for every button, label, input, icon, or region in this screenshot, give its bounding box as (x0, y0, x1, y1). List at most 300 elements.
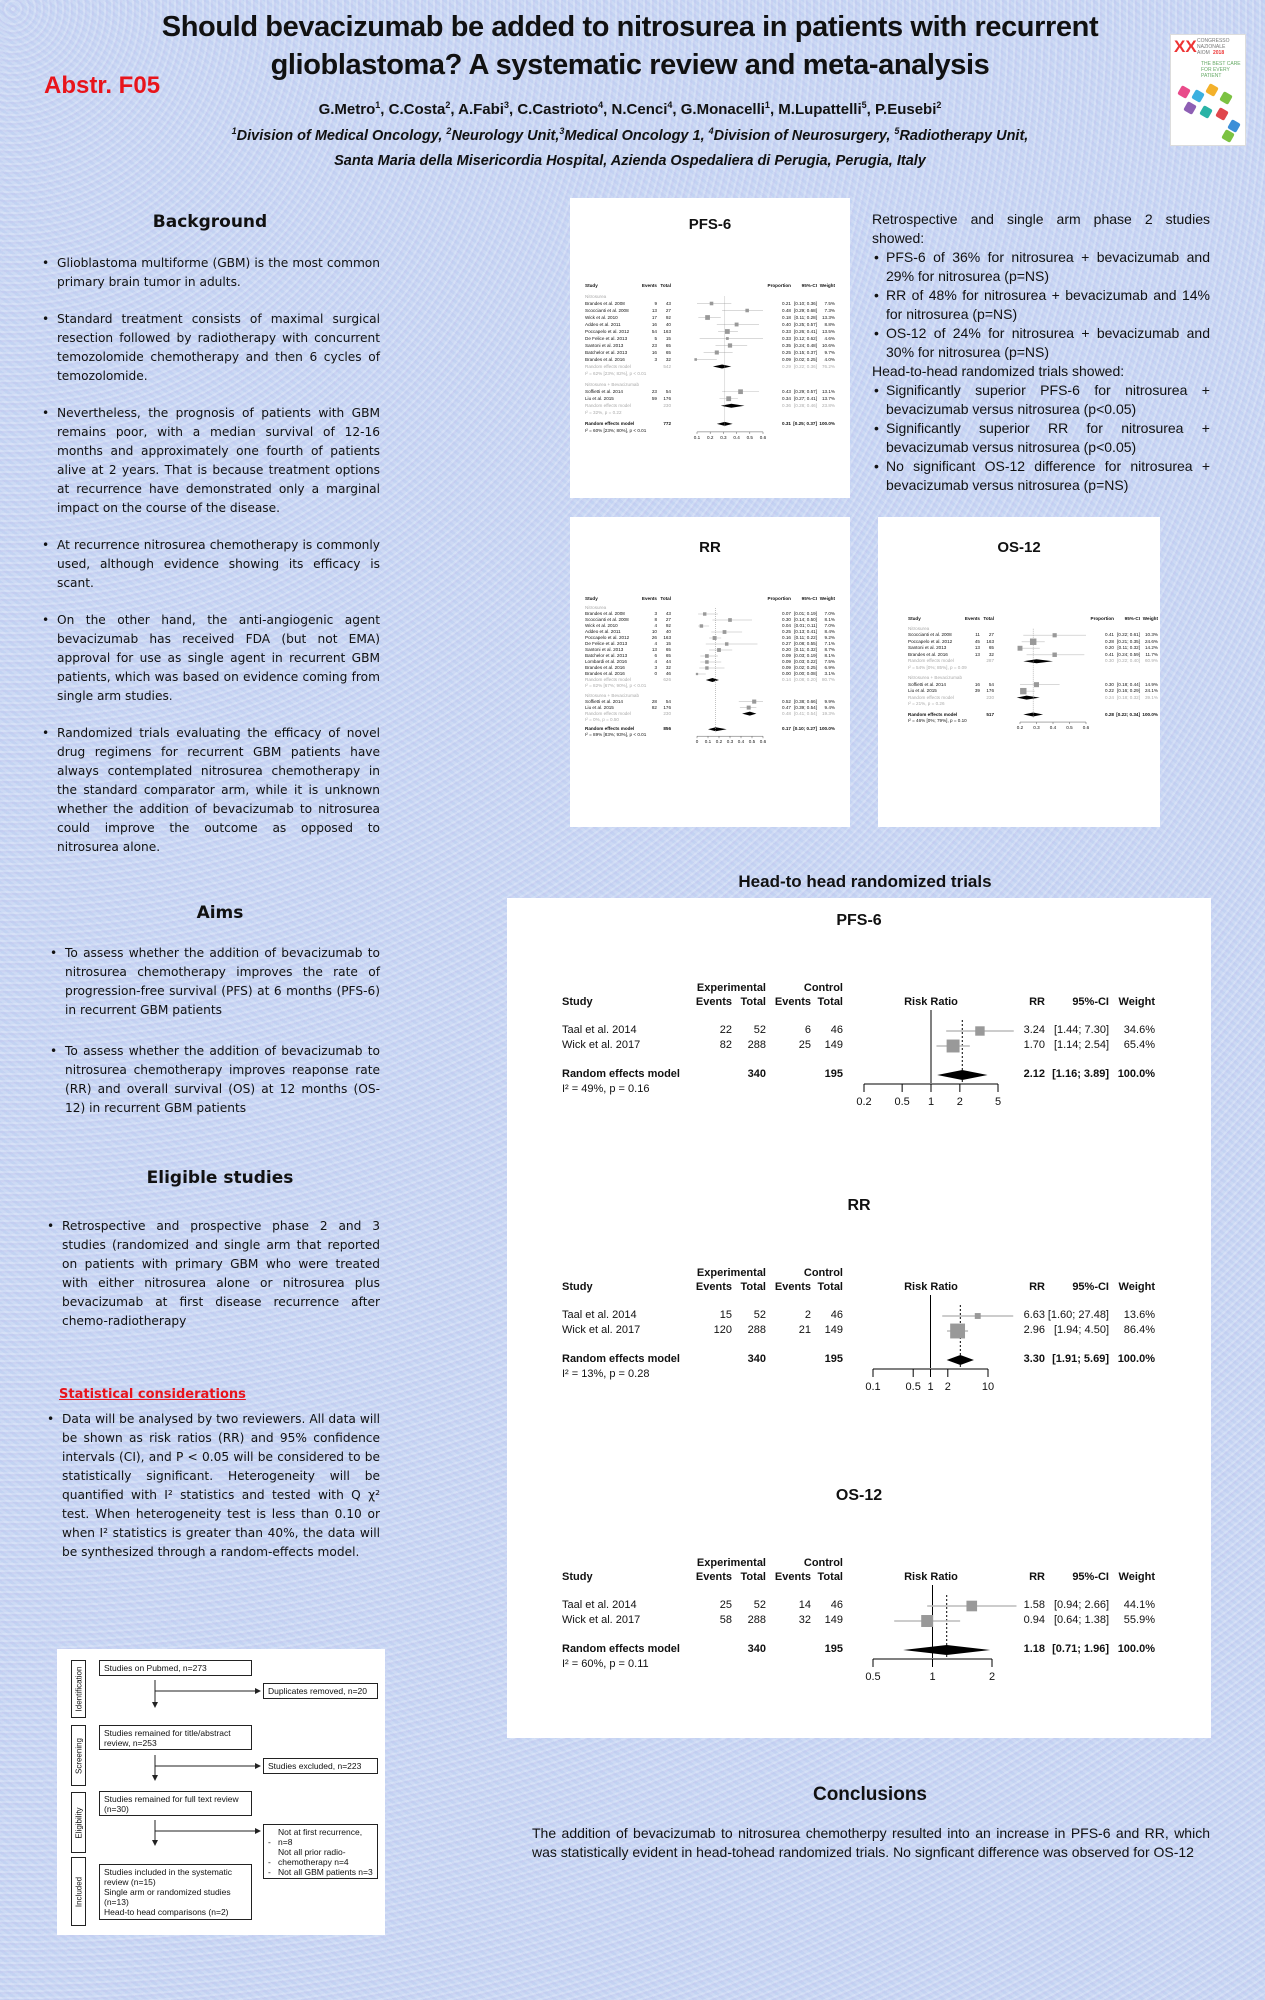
study-total: 27 (665, 307, 671, 313)
flow-arrows (57, 1649, 385, 1935)
panel-title: OS-12 (997, 539, 1041, 556)
poster-title (90, 8, 1170, 84)
study-total: 176 (663, 704, 671, 710)
subgroup-heterogeneity: I² = 32%, p = 0.22 (585, 409, 622, 415)
study-total: 65 (988, 645, 994, 651)
overall-ci: [1.91; 5.69] (1052, 1353, 1109, 1365)
h2h-intro: Head-to-head randomized trials showed: (872, 363, 1125, 379)
study-name: Santoni et al. 2013 (908, 645, 947, 651)
header-risk-ratio: Risk Ratio (904, 1571, 958, 1583)
study-name: Scoccianti et al. 2008 (908, 632, 952, 638)
study-weight: 86.4% (1123, 1324, 1155, 1336)
header-ci: 95%-CI (1072, 996, 1109, 1008)
stage-identification: Identification (71, 1660, 86, 1718)
subgroup-model-weight: 19.3% (821, 710, 835, 716)
exclusion-reason: Not at first recurrence, n=8 - (268, 1827, 363, 1847)
study-proportion: 0.27 (782, 641, 791, 646)
study-total: 40 (665, 629, 671, 634)
x-tick-label: 0.4 (737, 739, 745, 745)
study-name: Poccapelo et al. 2012 (908, 638, 953, 644)
study-events: 28 (651, 698, 657, 704)
statistics-heading: Statistical considerations (59, 1387, 246, 1402)
author-affiliation-number: 1 (764, 100, 770, 110)
study-proportion: 0.30 (782, 617, 791, 622)
separator: , (672, 101, 681, 118)
study-name: Soffietti et al. 2014 (585, 388, 623, 394)
box-fulltext: Studies remained for full text review (n=30) (99, 1791, 252, 1816)
stage-eligibility: Eligibility (71, 1792, 86, 1853)
header-exp-events: Events (695, 1281, 732, 1293)
header-ci: 95%-CI (1072, 1281, 1109, 1293)
header-ctl-events: Events (774, 996, 811, 1008)
subgroup-model-ci: [0.22; 0.40] (1117, 658, 1140, 664)
overall-weight: 100.0% (1117, 1643, 1155, 1655)
study-proportion: 0.20 (1105, 645, 1114, 651)
study-ci: [0.01; 0.19] (794, 611, 817, 616)
overall-heterogeneity: I² = 46% [0%; 79%], p = 0.10 (908, 718, 967, 724)
header-ci: 95%-CI (801, 596, 817, 601)
study-name: Wick et al. 2017 (562, 1039, 641, 1051)
forest-plot-pfs6-single-arm (585, 283, 835, 456)
study-weight: 55.9% (1123, 1614, 1155, 1626)
exp-total: 52 (753, 1024, 766, 1036)
logo-xx: XX (1174, 37, 1197, 56)
header-ci: 95%-CI (1072, 1571, 1109, 1583)
study-ci: [0.21; 0.35] (1117, 638, 1140, 644)
affiliation-number: 5 (894, 126, 900, 136)
affiliations (90, 126, 1170, 144)
study-events: 23 (651, 388, 657, 394)
ctl-total: 149 (824, 1324, 843, 1336)
header-risk-ratio: Risk Ratio (904, 1281, 958, 1293)
study-weight: 8.4% (824, 629, 835, 634)
header-study: Study (585, 596, 598, 601)
study-events: 13 (974, 651, 980, 657)
x-tick-label: 0.2 (715, 739, 723, 745)
study-total: 65 (665, 342, 671, 348)
forest-title: RR (847, 1197, 871, 1214)
header-proportion: Proportion (767, 596, 791, 601)
exp-total: 288 (747, 1324, 766, 1336)
study-weight: 7.3% (824, 307, 835, 313)
study-ci: [1.14; 2.54] (1053, 1039, 1109, 1051)
subgroup-model-proportion: 0.36 (782, 402, 791, 408)
header-ctl-events: Events (774, 1571, 811, 1583)
study-total: 163 (986, 638, 994, 644)
study-weight: 24.6% (1144, 638, 1158, 644)
study-name: Taal et al. 2014 (562, 1024, 637, 1036)
overall-weight: 100.0% (1117, 1068, 1155, 1080)
study-events: 23 (651, 342, 657, 348)
institution: Santa Maria della Misericordia Hospital, Azienda Ospedaliera di Perugia, Perugia, Italy (334, 153, 926, 169)
x-tick-label: 0.6 (759, 739, 767, 745)
subgroup-model-total: 287 (986, 658, 994, 664)
header-experimental: Experimental (696, 982, 766, 994)
exp-total: 52 (753, 1599, 766, 1611)
ctl-total: 46 (830, 1309, 843, 1321)
affiliation-number: 1 (231, 126, 237, 136)
study-weight: 4.0% (824, 356, 835, 362)
subgroup-heterogeneity: I² = 54% [0%; 85%], p = 0.09 (908, 664, 967, 670)
affiliation-number: 4 (708, 126, 714, 136)
study-weight: 6.9% (824, 665, 835, 670)
author-name: P.Eusebi$^2$ (874, 100, 942, 118)
x-tick-label: 0.5 (748, 739, 756, 745)
study-proportion: 0.09 (782, 659, 791, 664)
subgroup-model-label: Random effects model (585, 677, 631, 682)
study-proportion: 0.09 (782, 665, 791, 670)
study-proportion: 0.43 (782, 388, 791, 394)
study-ci: [0.08; 0.55] (794, 641, 817, 646)
header-experimental: Experimental (696, 1557, 766, 1569)
background-bullet: • Randomized trials evaluating the efficacy of novel drug regimens for recurrent GBM patients have always contemplated nitrosurea chemotherapy in the standard comparator arm, while it is unknown whether the addition of bevacizumab to nitrosurea could improve the outcome as opposed to nitrosurea alone. (40, 724, 380, 857)
study-total: 32 (665, 356, 671, 362)
h2h-forest-os-12 (507, 1473, 1211, 1758)
subgroup-model-total: 230 (663, 402, 671, 408)
study-ci: [0.11; 0.22] (794, 635, 817, 640)
study-rr: 1.70 (1023, 1039, 1045, 1051)
study-name: Santoni et al. 2013 (585, 342, 624, 348)
subgroup-model-label: Random effects model (585, 710, 631, 716)
x-tick-label: 0.1 (865, 1381, 881, 1393)
overall-model-label: Random effects model (562, 1353, 680, 1365)
x-tick-label: 0.4 (733, 434, 740, 440)
study-proportion: 0.09 (782, 356, 791, 362)
study-total: 65 (665, 647, 671, 652)
study-proportion: 0.00 (782, 671, 791, 676)
results-intro: Retrospective and single arm phase 2 studies showed: (872, 211, 1210, 246)
exclusion-reason: Not all prior radio-chemotherapy n=4 - (268, 1847, 349, 1867)
header-proportion: Proportion (767, 283, 791, 288)
header-study: Study (562, 1281, 593, 1293)
header-total: Total (983, 616, 994, 621)
subgroup-model-ci: [0.08; 0.20] (794, 677, 817, 682)
author-name: G.Monacelli$^1$ (680, 100, 770, 118)
group-label: Nitrosurea (908, 625, 930, 631)
study-proportion: 0.16 (782, 635, 791, 640)
header-ctl-events: Events (774, 1281, 811, 1293)
separator: , (769, 101, 779, 118)
study-events: 0 (654, 671, 657, 676)
study-events: 82 (651, 704, 657, 710)
study-weight: 13.6% (1123, 1309, 1155, 1321)
study-square (705, 654, 709, 658)
study-ci: [0.11; 0.32] (1117, 645, 1140, 651)
study-proportion: 0.07 (782, 611, 791, 616)
overall-rr: 2.12 (1023, 1068, 1045, 1080)
affiliation-name: Radiotherapy Unit, (899, 127, 1029, 144)
overall-proportion: 0.28 (1105, 711, 1114, 717)
header-weight: Weight (1118, 1281, 1155, 1293)
study-name: Wick et al. 2010 (585, 623, 618, 628)
panel-os12-single-arm (878, 517, 1160, 827)
study-weight: 7.5% (824, 659, 835, 664)
overall-ci: [0.71; 1.96] (1052, 1643, 1109, 1655)
overall-weight: 100.0% (819, 726, 835, 732)
exp-total: 52 (753, 1309, 766, 1321)
study-weight: 14.2% (1144, 645, 1158, 651)
affiliation-number: 2 (446, 126, 452, 136)
exp-total: 288 (747, 1614, 766, 1626)
author-name: N.Cenci$^4$ (611, 100, 673, 118)
ctl-total: 149 (824, 1614, 843, 1626)
study-proportion: 0.35 (782, 342, 791, 348)
study-proportion: 0.28 (1105, 638, 1114, 644)
subgroup-model-proportion: 0.14 (782, 677, 791, 682)
overall-ci: [0.10; 0.27] (793, 726, 817, 732)
study-events: 5 (654, 335, 657, 341)
study-name: Liu et al. 2015 (585, 704, 614, 710)
single-arm-result: • OS-12 of 24% for nitrosurea + bevacizumab and 30% for nitrosurea (p=NS) (872, 324, 1210, 362)
study-proportion: 0.41 (1105, 632, 1114, 638)
subgroup-heterogeneity: I² = 21%, p = 0.26 (908, 701, 945, 707)
subgroup-model-proportion: 0.48 (782, 710, 791, 716)
study-weight: 7.0% (824, 611, 835, 616)
study-name: Taal et al. 2014 (562, 1309, 637, 1321)
study-total: 15 (665, 641, 671, 646)
study-weight: 13.5% (821, 328, 835, 334)
subgroup-model-weight: 23.8% (821, 402, 835, 408)
x-tick-label: 1 (927, 1381, 934, 1393)
h2h-forest-rr (507, 1183, 1211, 1468)
exp-events: 120 (713, 1324, 732, 1336)
background-bullet: • At recurrence nitrosurea chemotherapy is commonly used, although evidence showing its efficacy is scant. (40, 536, 380, 593)
header-events: Events (964, 616, 980, 621)
study-events: 3 (654, 665, 657, 670)
congress-logo (1170, 34, 1246, 146)
header-rr: RR (1029, 1571, 1045, 1583)
study-ci: [0.03; 0.19] (794, 653, 817, 658)
affiliation-name: Medical Oncology 1, (564, 127, 709, 144)
study-name: Lombardi et al. 2016 (585, 659, 627, 664)
study-weight: 44.1% (1123, 1599, 1155, 1611)
affiliation-name: Division of Neurosurgery, (713, 127, 895, 144)
study-ci: [0.26; 0.41] (794, 328, 817, 334)
subgroup-model-label: Random effects model (908, 658, 954, 664)
study-total: 43 (665, 300, 671, 306)
heterogeneity: I² = 13%, p = 0.28 (562, 1368, 650, 1380)
study-total: 54 (665, 698, 671, 704)
study-events: 6 (654, 653, 657, 658)
study-events: 3 (654, 356, 657, 362)
ctl-events: 2 (804, 1309, 811, 1321)
header-total: Total (660, 283, 671, 288)
study-name: Brandes et al. 2016 (908, 651, 948, 657)
overall-ctl-total: 195 (824, 1068, 843, 1080)
study-total: 15 (665, 335, 671, 341)
study-proportion: 0.47 (782, 704, 791, 710)
study-weight: 10.3% (1144, 632, 1158, 638)
study-events: 13 (974, 645, 980, 651)
study-events: 16 (651, 321, 657, 327)
eligible-bullet: • Retrospective and prospective phase 2 and 3 studies (randomized and single arm that reported on patients with primary GBM who were treated with either nitrosurea alone or nitrosurea plus bevacizumab at first disease recurrence after chemo-radiotherapy (45, 1217, 380, 1331)
ctl-events: 32 (798, 1614, 811, 1626)
stage-included: Included (71, 1857, 86, 1926)
study-events: 17 (651, 314, 657, 320)
overall-heterogeneity: I² = 60% [23%; 80%], p < 0.01 (585, 427, 647, 433)
exp-events: 82 (719, 1039, 732, 1051)
author-name: M.Lupattelli$^5$ (778, 100, 867, 118)
study-name: Brandes et al. 2016 (585, 671, 625, 676)
aims-heading: Aims (196, 903, 244, 923)
study-ci: [0.11; 0.32] (794, 647, 817, 652)
x-tick-label: 2 (956, 1096, 963, 1108)
study-square (700, 624, 703, 627)
h2h-forest-panel (507, 898, 1211, 1738)
affiliation-number: 3 (559, 126, 565, 136)
header-study: Study (562, 996, 593, 1008)
background-bullet: • On the other hand, the anti-angiogenic agent bevacizumab has received FDA (but not EMA) approval for use as single agent in recurrent GBM patients, which was based on evidence coming from single arm studies. (40, 611, 380, 706)
group-label: Nitrosurea (585, 605, 607, 610)
study-weight: 13.3% (821, 314, 835, 320)
study-square (705, 666, 708, 669)
study-name: Brandes et al. 2016 (585, 356, 625, 362)
study-ci: [0.10; 0.36] (794, 300, 817, 306)
study-ci: [0.38; 0.66] (794, 698, 817, 704)
ctl-events: 21 (798, 1324, 811, 1336)
h2h-results (872, 381, 1210, 495)
statistics-bullets (45, 1410, 380, 1562)
study-ci: [0.15; 0.37] (794, 349, 817, 355)
overall-proportion: 0.31 (782, 420, 791, 426)
separator: , (380, 101, 389, 118)
box-pubmed: Studies on Pubmed, n=273 (99, 1660, 252, 1676)
study-name: Wick et al. 2010 (585, 314, 618, 320)
study-ci: [0.25; 0.57] (794, 321, 817, 327)
study-proportion: 0.21 (782, 300, 791, 306)
study-name: Scoccianti et al. 2008 (585, 617, 629, 622)
subgroup-model-total: 230 (986, 694, 994, 700)
header-ci: 95%-CI (801, 283, 817, 288)
ctl-total: 46 (830, 1024, 843, 1036)
h2h-result: • Significantly superior RR for nitrosurea + bevacizumab versus nitrosurea (p<0.05) (872, 419, 1210, 457)
study-ci: [0.13; 0.41] (794, 629, 817, 634)
header-ctl-total: Total (817, 1281, 843, 1293)
study-events: 54 (651, 328, 657, 334)
x-tick-label: 0.1 (693, 434, 701, 440)
author-name: A.Fabi$^3$ (458, 100, 509, 118)
abstract-id: Abstr. F05 (44, 72, 161, 99)
study-proportion: 0.20 (782, 647, 791, 652)
overall-model-label: Random effects model (562, 1643, 680, 1655)
study-weight: 7.0% (824, 623, 835, 628)
included-line: Single arm or randomized studies (n=13) (104, 1887, 231, 1907)
x-tick-label: 0.2 (856, 1096, 872, 1108)
study-name: De Felice et al. 2013 (585, 335, 628, 341)
overall-ci: [0.25; 0.37] (793, 420, 817, 426)
box-screened: Studies remained for title/abstract review, n=253 (99, 1725, 252, 1750)
study-ci: [0.24; 0.48] (794, 342, 817, 348)
aims-bullets (48, 944, 380, 1118)
study-total: 27 (665, 617, 671, 622)
panel-title: PFS-6 (688, 216, 732, 233)
study-weight: 65.4% (1123, 1039, 1155, 1051)
study-proportion: 0.30 (1105, 681, 1114, 687)
logo-line: CONGRESSO (1197, 38, 1230, 44)
title-line-1: Should bevacizumab be added to nitrosurea in patients with recurrent (161, 11, 1099, 43)
study-name: Brandes et al. 2016 (585, 665, 625, 670)
background-bullet: • Standard treatment consists of maximal surgical resection followed by radiotherapy with concurrent temozolomide chemotherapy and then 6 cycles of temozolomide. (40, 310, 380, 386)
study-total: 54 (988, 681, 994, 687)
study-rr: 3.24 (1023, 1024, 1045, 1036)
background-bullet: • Glioblastoma multiforme (GBM) is the most common primary brain tumor in adults. (40, 254, 380, 292)
study-ci: [0.00; 0.08] (794, 671, 817, 676)
subgroup-model-ci: [0.28; 0.46] (794, 402, 817, 408)
dash: - (268, 1867, 271, 1877)
header-proportion: Proportion (1090, 616, 1114, 621)
x-tick-label: 2 (944, 1381, 951, 1393)
x-tick-label: 0.6 (1082, 725, 1090, 731)
study-total: 46 (665, 671, 671, 676)
study-ci: [0.14; 0.50] (794, 617, 817, 622)
panel-title: RR (699, 539, 721, 556)
overall-exp-total: 340 (747, 1068, 766, 1080)
heterogeneity: I² = 60%, p = 0.11 (562, 1658, 649, 1670)
study-weight: 8.7% (824, 647, 835, 652)
study-name: Wick et al. 2017 (562, 1614, 641, 1626)
study-weight: 9.2% (824, 635, 835, 640)
subgroup-model-proportion: 0.29 (782, 363, 791, 369)
author-affiliation-number: 2 (936, 100, 942, 110)
study-ci: [0.16; 0.29] (1117, 688, 1140, 694)
study-name: Soffietti et al. 2014 (585, 698, 623, 704)
study-proportion: 0.52 (782, 698, 791, 704)
overall-model-label: Random effects model (585, 726, 635, 732)
x-tick-label: 0 (695, 739, 699, 745)
header-weight: Weight (819, 596, 835, 601)
study-events: 3 (654, 611, 657, 616)
study-events: 4 (654, 623, 657, 628)
panel-pfs6-single-arm (570, 198, 850, 498)
study-ci: [0.29; 0.68] (794, 307, 817, 313)
h2h-result: • No significant OS-12 difference for nitrosurea + bevacizumab versus nitrosurea (p=NS) (872, 457, 1210, 495)
study-weight: 3.1% (824, 671, 835, 676)
h2h-forest-pfs-6 (507, 898, 1211, 1183)
overall-exp-total: 340 (747, 1643, 766, 1655)
subgroup-model-total: 230 (663, 710, 671, 716)
study-ci: [0.01; 0.11] (794, 623, 817, 628)
subgroup-model-ci: [0.41; 0.54] (794, 710, 817, 716)
subgroup-heterogeneity: I² = 82% [67%; 90%], p < 0.01 (585, 683, 647, 688)
x-tick-label: 1 (927, 1096, 935, 1108)
heterogeneity: I² = 49%, p = 0.16 (562, 1083, 650, 1095)
header-weight: Weight (819, 283, 835, 288)
subgroup-model-total: 626 (663, 677, 671, 682)
subgroup-model-weight: 60.9% (1144, 658, 1158, 664)
subgroup-model-weight: 39.1% (1144, 694, 1158, 700)
subgroup-model-ci: [0.18; 0.32] (1117, 694, 1140, 700)
header-events: Events (641, 283, 657, 288)
study-events: 59 (651, 395, 657, 401)
logo-line: NAZIONALE (1197, 44, 1226, 50)
subgroup-heterogeneity: I² = 62% [23%; 82%], p < 0.01 (585, 370, 647, 376)
study-total: 176 (663, 395, 671, 401)
study-proportion: 0.33 (782, 335, 791, 341)
study-total: 54 (665, 388, 671, 394)
study-total: 163 (663, 328, 671, 334)
overall-total: 772 (663, 420, 671, 426)
subgroup-model-proportion: 0.24 (1105, 694, 1114, 700)
study-square (705, 315, 710, 320)
conclusions-text: The addition of bevacizumab to nitrosurea chemotherpy resulted into an increase in PFS-6 and RR, which was statistically evident in head-tohead randomized trials. No signficant difference was observed for OS-12 (532, 1825, 1210, 1860)
header-exp-events: Events (695, 1571, 732, 1583)
header-rr: RR (1029, 1281, 1045, 1293)
study-square (1018, 646, 1023, 651)
subgroup-model-label: Random effects model (585, 363, 631, 369)
ctl-total: 46 (830, 1599, 843, 1611)
study-total: 32 (665, 665, 671, 670)
header-weight: Weight (1142, 616, 1158, 621)
